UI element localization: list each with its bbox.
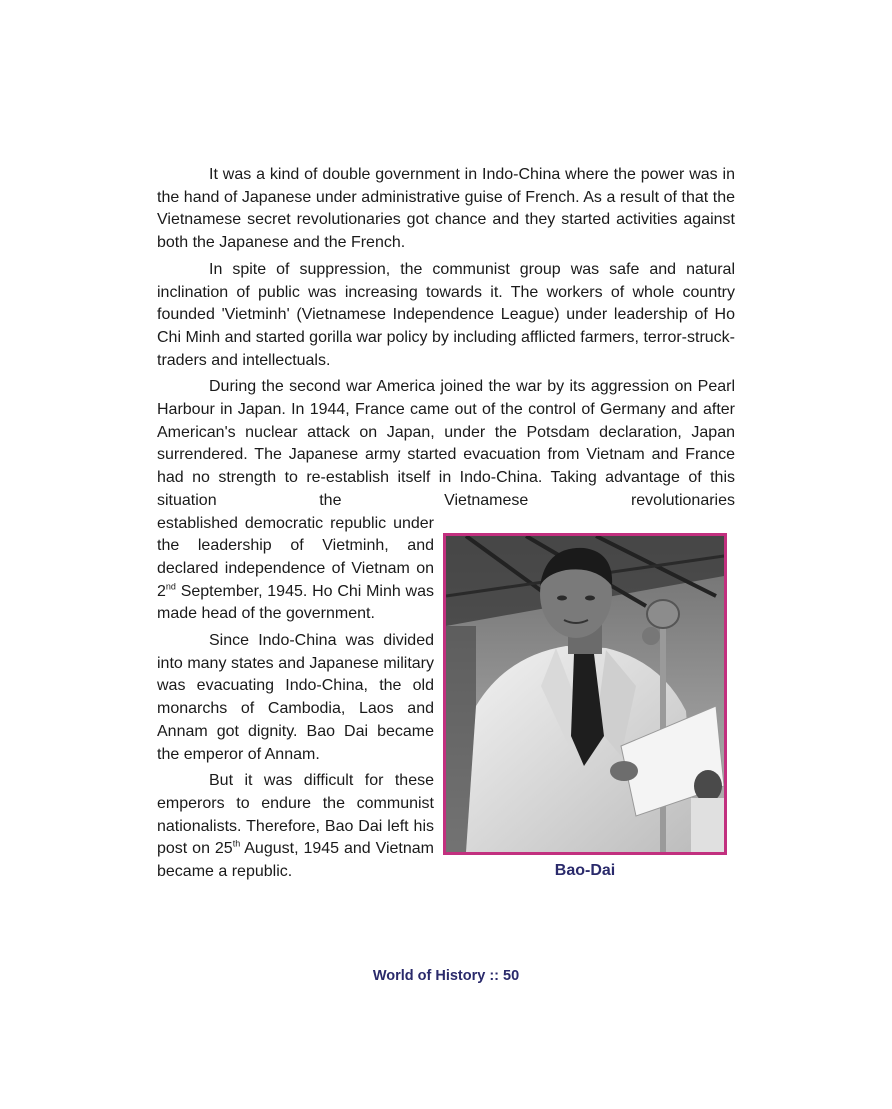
paragraph-republic-text-a: established democratic republic under the leadership of Vietminh, and declared independence of Vietnam on 2 — [157, 514, 434, 600]
paragraph-second-war — [157, 376, 735, 512]
paragraph-second-war-text: During the second war America joined the war by its aggression on Pearl Harbour in Japan. In 1944, France came out of the control of Germany and after American's nuclear attack on Japan, under the Potsdam declaration, Japan surrendered. The Japanese army started evacuation from Vietnam and France had no strength to re-establish itself in Indo-China. Taking advantage of this situation the Vietnamese revolutionaries — [157, 378, 735, 509]
paragraph-republic-text-b: September, 1945. Ho Chi Minh was made head of the government. — [157, 582, 434, 623]
page-footer: World of History :: 50 — [372, 968, 520, 984]
superscript-th: th — [232, 839, 241, 850]
bao-dai-photo-illustration — [446, 536, 724, 852]
paragraph-monarchs: Since Indo-China was divided into many states and Japanese military was evacuating Indo-China, the old monarchs of Cambodia, Laos and Annam got dignity. Bao Dai became the emperor of Annam. — [157, 632, 434, 763]
paragraph-bao-dai-text-b: August, 1945 and Vietnam became a republic. — [157, 840, 434, 881]
photo-caption: Bao-Dai — [554, 862, 616, 879]
paragraph-vietminh: In spite of suppression, the communist group was safe and natural inclination of public was increasing towards it. The workers of whole country founded 'Vietminh' (Vietnamese Independence League) under leadership of Ho Chi Minh and started gorilla war policy by including afflicted farmers, terror-struck-traders and intellectuals. — [157, 260, 735, 369]
paragraph-double-government: It was a kind of double government in Indo-China where the power was in the hand of Japanese under administrative guise of French. As a result of that the Vietnamese secret revolutionaries got chance and they started activities against both the Japanese and the French. — [157, 166, 735, 252]
bao-dai-photo — [443, 533, 727, 855]
paragraph-bao-dai-text-a: But it was difficult for these emperors to endure the communist nationalists. Therefore, Bao Dai left his post on 25 — [157, 772, 434, 858]
paragraph-bao-dai-left — [157, 770, 434, 884]
superscript-nd: nd — [165, 581, 176, 592]
paragraph-republic — [157, 513, 434, 627]
